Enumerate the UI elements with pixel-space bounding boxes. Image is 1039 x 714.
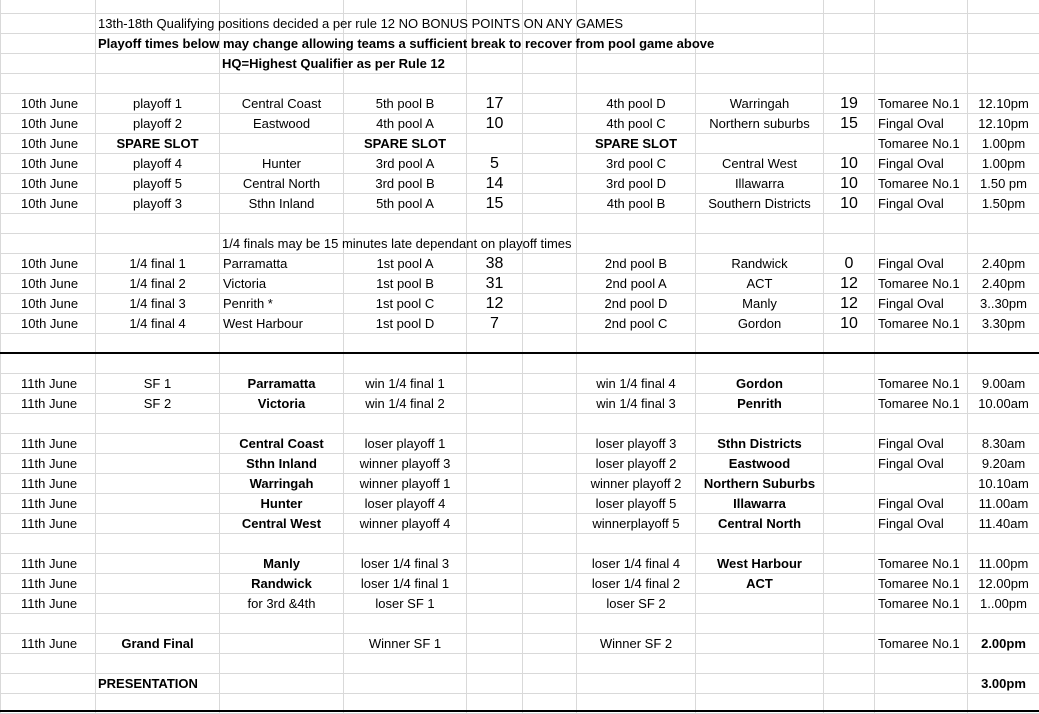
score-b <box>824 634 874 654</box>
kickoff-time: 10.10am <box>978 476 1029 491</box>
qualifier-b: win 1/4 final 3 <box>596 396 676 411</box>
note-quarter-finals: 1/4 finals may be 15 minutes late dependant on playoff times <box>222 236 572 251</box>
score-a: 31 <box>485 275 504 292</box>
kickoff-time: 9.20am <box>981 456 1026 471</box>
qualifier-b: loser SF 2 <box>606 596 666 611</box>
match-name: playoff 2 <box>133 116 182 131</box>
team-b <box>696 134 823 154</box>
score-a <box>467 134 522 154</box>
venue: Tomaree No.1 <box>878 176 960 191</box>
kickoff-time: 12.10pm <box>978 96 1029 111</box>
team-b: ACT <box>746 276 773 291</box>
team-b: ACT <box>746 576 773 591</box>
team-a: Parramatta <box>223 256 288 271</box>
kickoff-time: 12.10pm <box>978 116 1029 131</box>
qualifier-b: 4th pool C <box>606 116 666 131</box>
match-name: playoff 3 <box>133 196 182 211</box>
venue: Tomaree No.1 <box>878 636 960 651</box>
match-date: 10th June <box>21 116 79 131</box>
kickoff-time: 3.30pm <box>981 316 1026 331</box>
score-b: 15 <box>840 115 858 132</box>
score-b: 10 <box>840 155 858 172</box>
score-b <box>824 454 874 474</box>
score-a <box>467 494 522 514</box>
match-name: 1/4 final 2 <box>129 276 186 291</box>
qualifier-a: Winner SF 1 <box>368 636 442 651</box>
team-b <box>696 634 823 654</box>
team-a: for 3rd &4th <box>247 596 316 611</box>
kickoff-time: 8.30am <box>981 436 1026 451</box>
match-name <box>96 454 219 474</box>
venue: Fingal Oval <box>878 456 944 471</box>
kickoff-time: 11.00am <box>978 496 1029 511</box>
team-b: Southern Districts <box>708 196 811 211</box>
match-date: 10th June <box>21 176 79 191</box>
score-b <box>824 594 874 614</box>
score-a: 17 <box>485 95 504 112</box>
team-a: Warringah <box>249 476 314 491</box>
score-b <box>824 474 874 494</box>
team-b: Gordon <box>737 316 782 331</box>
kickoff-time: 2.40pm <box>981 256 1026 271</box>
match-date: 10th June <box>21 136 79 151</box>
team-b: Eastwood <box>728 456 791 471</box>
match-name: 1/4 final 1 <box>129 256 186 271</box>
qualifier-a: 1st pool C <box>375 296 435 311</box>
team-a: Manly <box>263 556 300 571</box>
score-a: 5 <box>490 155 499 172</box>
score-b <box>824 494 874 514</box>
team-a: Central Coast <box>239 436 324 451</box>
qualifier-a: loser playoff 4 <box>364 496 446 511</box>
kickoff-time: 9.00am <box>981 376 1026 391</box>
qualifier-a: 1st pool D <box>375 316 435 331</box>
match-name <box>96 574 219 594</box>
qualifier-b: 4th pool D <box>606 96 666 111</box>
venue: Fingal Oval <box>878 196 944 211</box>
kickoff-time: 1.50 pm <box>980 176 1027 191</box>
presentation-time: 3.00pm <box>981 676 1026 691</box>
team-a <box>220 634 343 654</box>
score-a: 12 <box>485 295 504 312</box>
match-name <box>96 494 219 514</box>
score-a <box>467 474 522 494</box>
match-name: SF 2 <box>143 396 172 411</box>
venue: Tomaree No.1 <box>878 136 960 151</box>
match-date: 10th June <box>21 316 79 331</box>
score-a: 14 <box>485 175 504 192</box>
kickoff-time: 10.00am <box>978 396 1029 411</box>
match-name: Grand Final <box>121 636 194 651</box>
qualifier-a: winner playoff 1 <box>359 476 451 491</box>
note-hq-definition: HQ=Highest Qualifier as per Rule 12 <box>222 56 445 71</box>
team-b: Northern suburbs <box>709 116 810 131</box>
kickoff-time: 1..00pm <box>980 596 1027 611</box>
grid-line <box>0 73 1039 74</box>
qualifier-b: 2nd pool C <box>604 316 668 331</box>
kickoff-time: 2.40pm <box>981 276 1026 291</box>
match-date: 11th June <box>21 456 78 471</box>
team-a: Victoria <box>257 396 306 411</box>
qualifier-b: SPARE SLOT <box>594 136 678 151</box>
presentation-label: PRESENTATION <box>98 676 198 691</box>
team-b: Illawarra <box>733 496 786 511</box>
team-a <box>220 134 343 154</box>
qualifier-a: 4th pool A <box>376 116 434 131</box>
qualifier-a: win 1/4 final 1 <box>365 376 445 391</box>
match-date: 10th June <box>21 276 79 291</box>
match-name <box>96 554 219 574</box>
venue: Fingal Oval <box>878 516 944 531</box>
venue: Fingal Oval <box>878 496 944 511</box>
qualifier-b: 4th pool B <box>606 196 666 211</box>
score-b: 12 <box>840 275 858 292</box>
qualifier-a: 5th pool B <box>375 96 435 111</box>
kickoff-time: 1.00pm <box>981 136 1026 151</box>
match-name: 1/4 final 3 <box>129 296 186 311</box>
match-date: 11th June <box>21 596 78 611</box>
qualifier-a: SPARE SLOT <box>363 136 447 151</box>
score-a <box>467 394 522 414</box>
match-name: playoff 5 <box>133 176 182 191</box>
team-b <box>696 594 823 614</box>
team-a: Sthn Inland <box>248 196 315 211</box>
kickoff-time: 2.00pm <box>981 636 1026 651</box>
score-a <box>467 554 522 574</box>
match-name <box>96 594 219 614</box>
score-a <box>467 634 522 654</box>
qualifier-b: loser 1/4 final 2 <box>591 576 681 591</box>
kickoff-time: 1.50pm <box>981 196 1026 211</box>
kickoff-time: 12.00pm <box>978 576 1029 591</box>
match-name: SPARE SLOT <box>116 136 199 151</box>
score-b <box>824 394 874 414</box>
score-b <box>824 374 874 394</box>
team-a: Parramatta <box>247 376 316 391</box>
grid-line <box>522 0 523 713</box>
team-b: Gordon <box>736 376 783 391</box>
venue: Tomaree No.1 <box>878 396 960 411</box>
venue: Fingal Oval <box>878 116 944 131</box>
match-name <box>96 474 219 494</box>
score-a <box>467 374 522 394</box>
qualifier-a: loser 1/4 final 3 <box>360 556 450 571</box>
qualifier-b: winner playoff 2 <box>590 476 682 491</box>
note-playoff-times: Playoff times below may change allowing teams a sufficient break to recover from pool game above <box>98 36 715 51</box>
venue <box>875 474 967 494</box>
match-date: 11th June <box>21 476 78 491</box>
venue: Tomaree No.1 <box>878 576 960 591</box>
score-b <box>824 514 874 534</box>
grid-line <box>0 0 1 713</box>
match-name: playoff 1 <box>133 96 182 111</box>
team-a: Central Coast <box>241 96 322 111</box>
score-a <box>467 454 522 474</box>
team-b: West Harbour <box>717 556 802 571</box>
kickoff-time: 11.00pm <box>978 556 1029 571</box>
match-date: 11th June <box>21 396 78 411</box>
match-date: 11th June <box>21 556 78 571</box>
qualifier-b: loser playoff 3 <box>595 436 677 451</box>
qualifier-b: loser 1/4 final 4 <box>591 556 681 571</box>
score-b: 12 <box>840 295 858 312</box>
team-a: Penrith * <box>223 296 273 311</box>
match-name <box>96 514 219 534</box>
qualifier-a: 5th pool A <box>376 196 434 211</box>
match-name: SF 1 <box>143 376 172 391</box>
qualifier-b: Winner SF 2 <box>599 636 673 651</box>
venue: Fingal Oval <box>878 256 944 271</box>
score-b <box>824 434 874 454</box>
score-a: 15 <box>485 195 504 212</box>
team-a: Randwick <box>251 576 312 591</box>
qualifier-a: loser 1/4 final 1 <box>360 576 450 591</box>
team-b: Central West <box>722 156 797 171</box>
score-b: 0 <box>844 255 854 272</box>
qualifier-a: loser playoff 1 <box>364 436 446 451</box>
match-date: 11th June <box>21 436 78 451</box>
match-date: 11th June <box>21 516 78 531</box>
match-name: playoff 4 <box>133 156 182 171</box>
team-b: Illawarra <box>734 176 785 191</box>
team-a: Central West <box>241 516 322 531</box>
team-b: Central North <box>717 516 802 531</box>
team-b: Manly <box>742 296 777 311</box>
venue: Fingal Oval <box>878 296 944 311</box>
team-b: Penrith <box>737 396 782 411</box>
team-a: Hunter <box>260 496 303 511</box>
venue: Tomaree No.1 <box>878 96 960 111</box>
team-b: Warringah <box>729 96 790 111</box>
score-a <box>467 514 522 534</box>
qualifier-b: 3rd pool D <box>606 176 666 191</box>
qualifier-b: loser playoff 2 <box>595 456 677 471</box>
match-date: 11th June <box>21 376 78 391</box>
venue: Tomaree No.1 <box>878 596 960 611</box>
match-date: 10th June <box>21 96 79 111</box>
match-date: 11th June <box>21 496 78 511</box>
section-divider <box>0 352 1039 354</box>
qualifier-a: win 1/4 final 2 <box>365 396 445 411</box>
qualifier-b: 2nd pool A <box>605 276 667 291</box>
score-b: 10 <box>840 315 858 332</box>
score-a: 10 <box>485 115 504 132</box>
score-a: 38 <box>485 255 504 272</box>
score-b: 10 <box>840 195 858 212</box>
match-name: 1/4 final 4 <box>129 316 186 331</box>
match-date: 10th June <box>21 256 79 271</box>
venue: Fingal Oval <box>878 436 944 451</box>
venue: Tomaree No.1 <box>878 376 960 391</box>
score-a <box>467 574 522 594</box>
match-date: 10th June <box>21 296 79 311</box>
team-a: Hunter <box>261 156 302 171</box>
team-b: Northern Suburbs <box>703 476 816 491</box>
match-date: 10th June <box>21 156 79 171</box>
section-divider <box>0 710 1039 712</box>
qualifier-a: winner playoff 3 <box>359 456 451 471</box>
qualifier-a: 1st pool A <box>376 256 434 271</box>
score-a <box>467 594 522 614</box>
qualifier-b: 2nd pool D <box>604 296 668 311</box>
qualifier-a: 3rd pool A <box>375 156 435 171</box>
team-a: Eastwood <box>252 116 311 131</box>
score-a: 7 <box>490 315 499 332</box>
match-date: 11th June <box>21 636 78 651</box>
team-b: Randwick <box>731 256 788 271</box>
team-b: Sthn Districts <box>717 436 802 451</box>
kickoff-time: 3..30pm <box>980 296 1027 311</box>
qualifier-a: loser SF 1 <box>375 596 435 611</box>
team-a: West Harbour <box>223 316 303 331</box>
kickoff-time: 1.00pm <box>981 156 1026 171</box>
match-date: 11th June <box>21 576 78 591</box>
team-a: Victoria <box>223 276 267 291</box>
qualifier-b: win 1/4 final 4 <box>596 376 676 391</box>
qualifier-b: winnerplayoff 5 <box>592 516 680 531</box>
match-name <box>96 434 219 454</box>
note-rule-12: 13th-18th Qualifying positions decided a per rule 12 NO BONUS POINTS ON ANY GAMES <box>98 16 624 31</box>
score-b <box>824 554 874 574</box>
venue: Fingal Oval <box>878 156 944 171</box>
qualifier-b: loser playoff 5 <box>595 496 677 511</box>
qualifier-a: 1st pool B <box>376 276 434 291</box>
venue: Tomaree No.1 <box>878 276 960 291</box>
venue: Tomaree No.1 <box>878 316 960 331</box>
team-a: Sthn Inland <box>246 456 317 471</box>
qualifier-b: 3rd pool C <box>606 156 666 171</box>
score-b: 19 <box>840 95 858 112</box>
kickoff-time: 11.40am <box>978 516 1029 531</box>
score-b: 10 <box>840 175 858 192</box>
match-date: 10th June <box>21 196 79 211</box>
team-a: Central North <box>242 176 321 191</box>
qualifier-a: 3rd pool B <box>375 176 435 191</box>
venue: Tomaree No.1 <box>878 556 960 571</box>
qualifier-a: winner playoff 4 <box>359 516 451 531</box>
score-a <box>467 434 522 454</box>
score-b <box>824 574 874 594</box>
score-b <box>824 134 874 154</box>
qualifier-b: 2nd pool B <box>604 256 668 271</box>
